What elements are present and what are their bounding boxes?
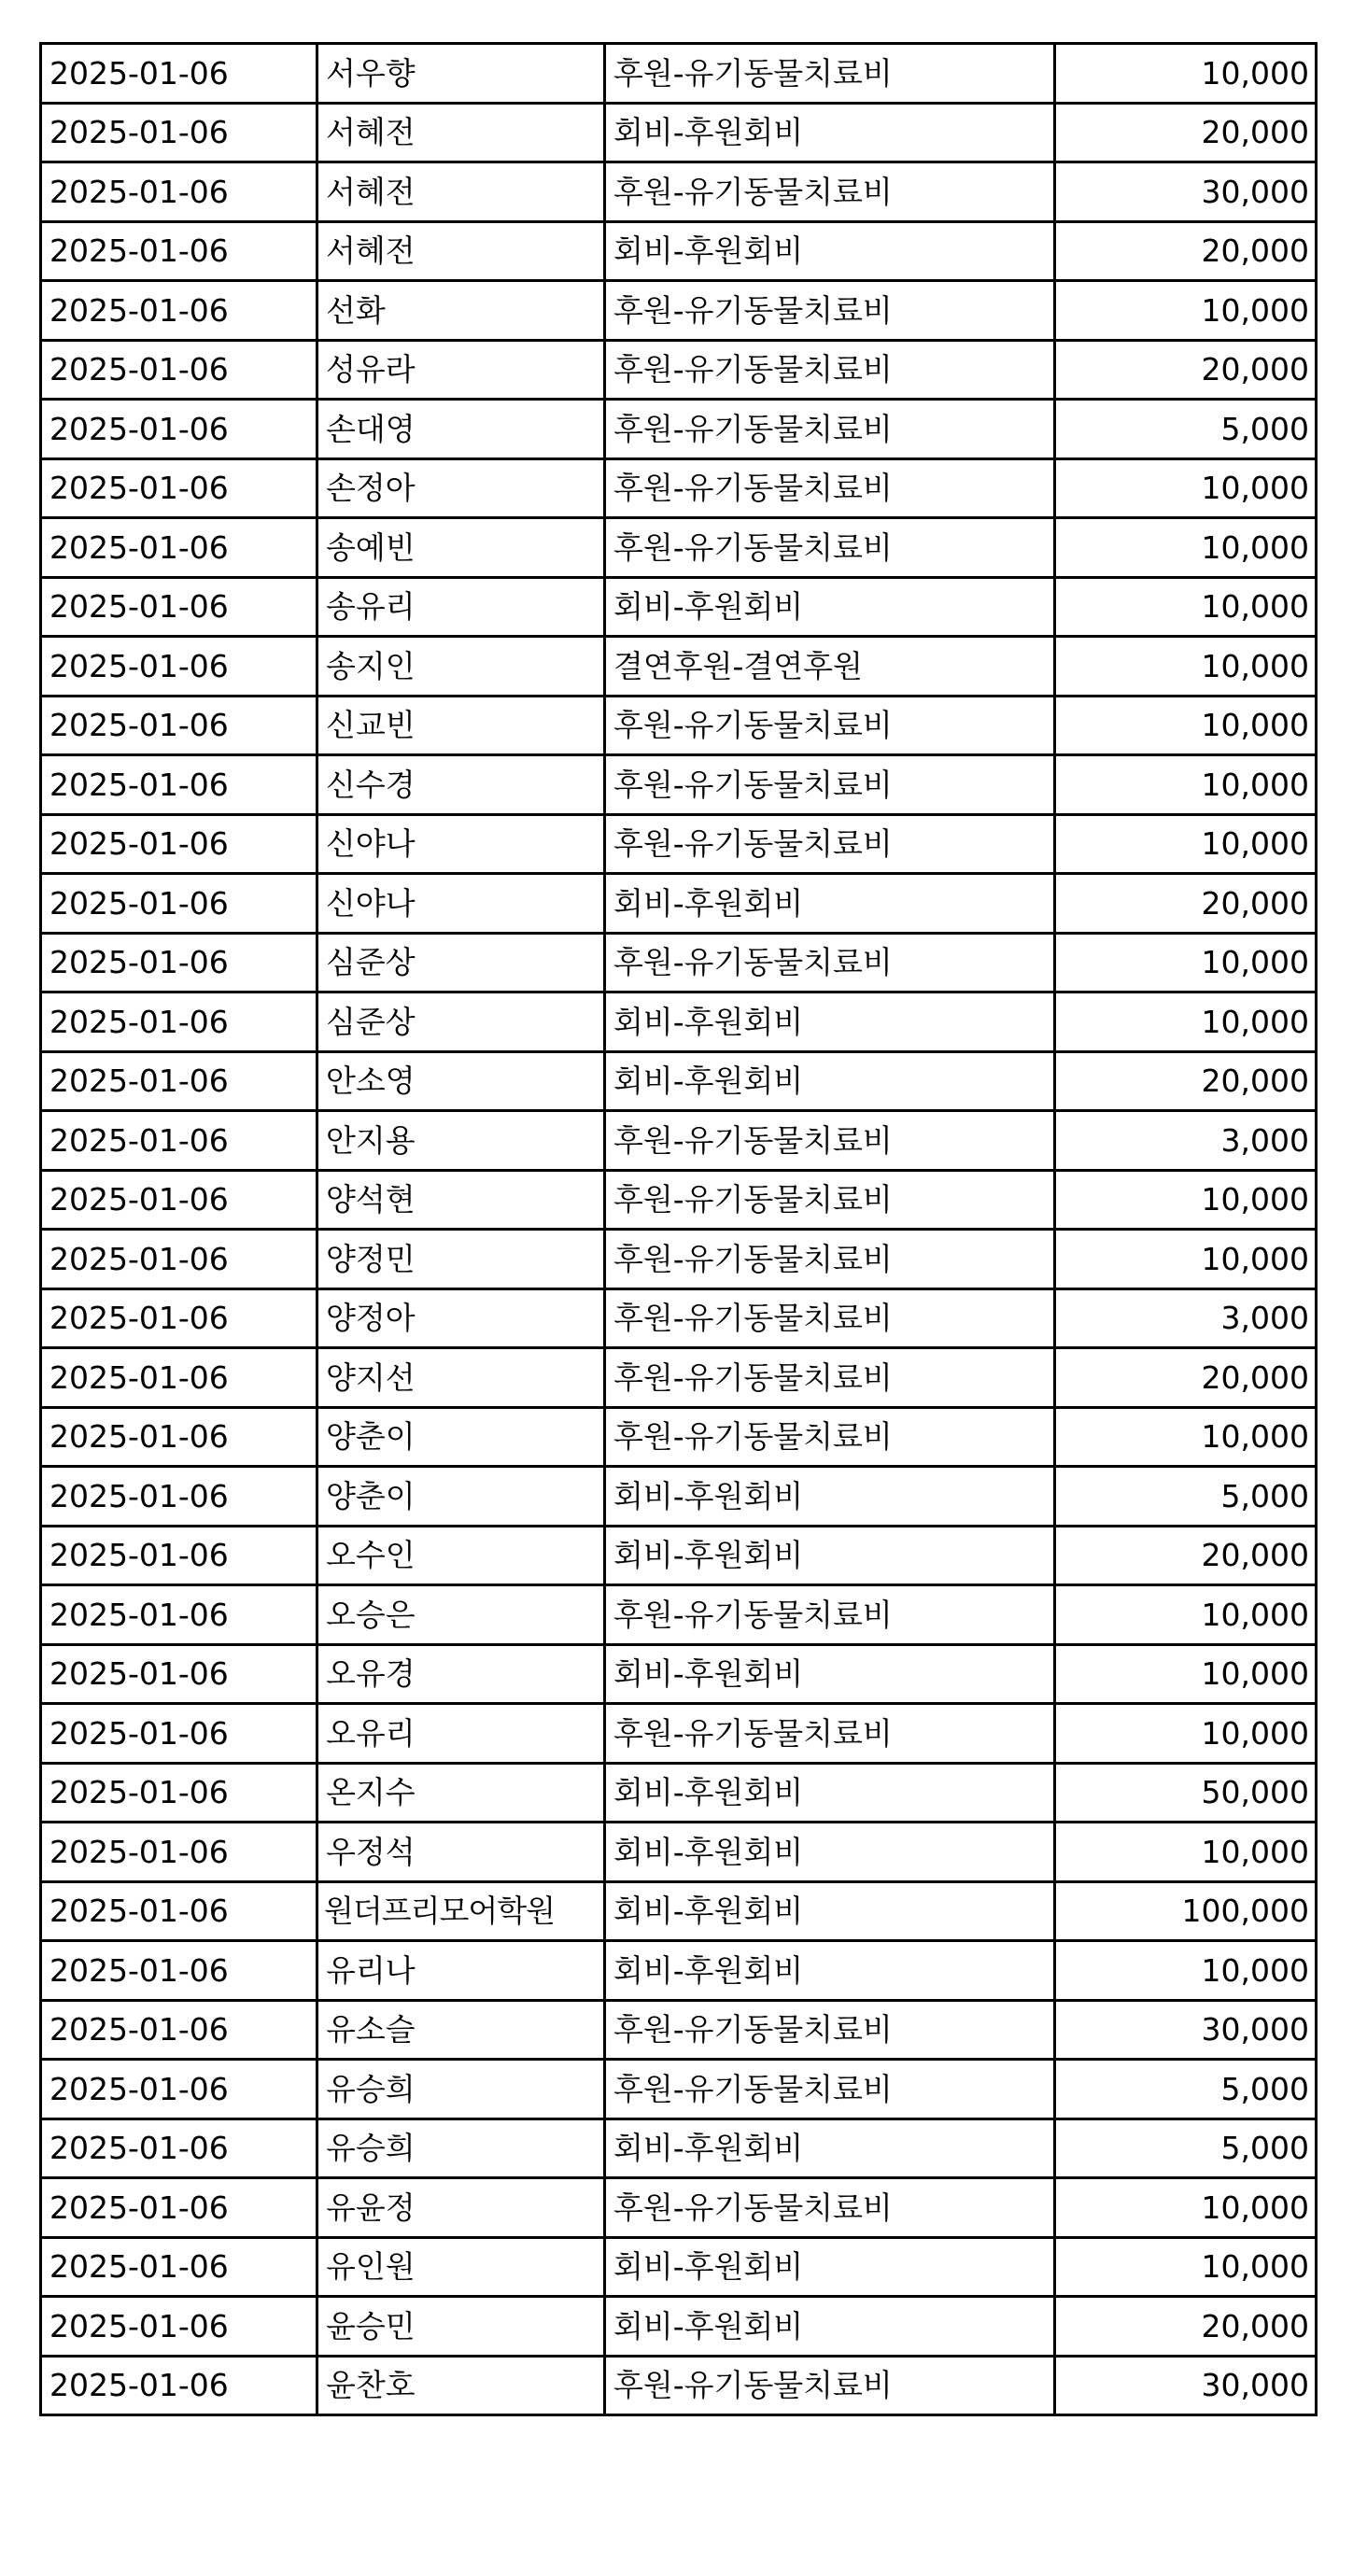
- donor-name-cell: 손정아: [317, 458, 605, 518]
- category-cell: 회비-후원회비: [605, 2119, 1055, 2178]
- amount-cell: 10,000: [1055, 637, 1317, 697]
- donor-name-cell: 서우향: [317, 44, 605, 104]
- amount-cell: 20,000: [1055, 1051, 1317, 1111]
- table-row: [41, 2000, 1317, 2060]
- table-row: [41, 1941, 1317, 2001]
- category-cell: 후원-유기동물치료비: [605, 1288, 1055, 1348]
- donor-name-cell: 유리나: [317, 1941, 605, 2001]
- date-cell: 2025-01-06: [41, 1348, 317, 1408]
- date-cell: 2025-01-06: [41, 2237, 317, 2297]
- donor-name-cell: 유윤정: [317, 2178, 605, 2238]
- amount-cell: 5,000: [1055, 2060, 1317, 2119]
- table-row: [41, 2178, 1317, 2238]
- amount-cell: 20,000: [1055, 221, 1317, 281]
- date-cell: 2025-01-06: [41, 458, 317, 518]
- category-cell: 후원-유기동물치료비: [605, 814, 1055, 874]
- table-row: [41, 44, 1317, 104]
- category-cell: 회비-후원회비: [605, 1763, 1055, 1823]
- amount-cell: 10,000: [1055, 1170, 1317, 1230]
- date-cell: 2025-01-06: [41, 1585, 317, 1645]
- amount-cell: 10,000: [1055, 1644, 1317, 1704]
- donor-name-cell: 유승희: [317, 2119, 605, 2178]
- category-cell: 회비-후원회비: [605, 577, 1055, 637]
- category-cell: 회비-후원회비: [605, 2237, 1055, 2297]
- donation-ledger-table: [39, 42, 1318, 2416]
- table-row: [41, 755, 1317, 815]
- category-cell: 후원-유기동물치료비: [605, 2178, 1055, 2238]
- table-row: [41, 2060, 1317, 2119]
- date-cell: 2025-01-06: [41, 2178, 317, 2238]
- category-cell: 후원-유기동물치료비: [605, 458, 1055, 518]
- date-cell: 2025-01-06: [41, 2297, 317, 2357]
- date-cell: 2025-01-06: [41, 696, 317, 755]
- category-cell: 후원-유기동물치료비: [605, 400, 1055, 459]
- table-row: [41, 518, 1317, 578]
- date-cell: 2025-01-06: [41, 1941, 317, 2001]
- amount-cell: 20,000: [1055, 1526, 1317, 1585]
- donor-name-cell: 서혜전: [317, 221, 605, 281]
- amount-cell: 5,000: [1055, 1467, 1317, 1527]
- date-cell: 2025-01-06: [41, 400, 317, 459]
- category-cell: 회비-후원회비: [605, 221, 1055, 281]
- category-cell: 후원-유기동물치료비: [605, 755, 1055, 815]
- amount-cell: 10,000: [1055, 1704, 1317, 1764]
- date-cell: 2025-01-06: [41, 221, 317, 281]
- table-row: [41, 1644, 1317, 1704]
- amount-cell: 100,000: [1055, 1881, 1317, 1941]
- category-cell: 회비-후원회비: [605, 874, 1055, 934]
- donor-name-cell: 신수경: [317, 755, 605, 815]
- category-cell: 회비-후원회비: [605, 992, 1055, 1052]
- date-cell: 2025-01-06: [41, 992, 317, 1052]
- date-cell: 2025-01-06: [41, 1763, 317, 1823]
- date-cell: 2025-01-06: [41, 518, 317, 578]
- date-cell: 2025-01-06: [41, 1881, 317, 1941]
- table-row: [41, 1051, 1317, 1111]
- amount-cell: 5,000: [1055, 2119, 1317, 2178]
- date-cell: 2025-01-06: [41, 2119, 317, 2178]
- amount-cell: 30,000: [1055, 2000, 1317, 2060]
- table-row: [41, 874, 1317, 934]
- category-cell: 후원-유기동물치료비: [605, 162, 1055, 222]
- amount-cell: 3,000: [1055, 1111, 1317, 1171]
- donor-name-cell: 양정민: [317, 1230, 605, 1289]
- ledger-body: [41, 44, 1317, 2415]
- table-row: [41, 637, 1317, 697]
- donor-name-cell: 성유라: [317, 340, 605, 400]
- date-cell: 2025-01-06: [41, 1288, 317, 1348]
- amount-cell: 20,000: [1055, 1348, 1317, 1408]
- donor-name-cell: 심준상: [317, 992, 605, 1052]
- table-row: [41, 2119, 1317, 2178]
- donor-name-cell: 안지용: [317, 1111, 605, 1171]
- amount-cell: 10,000: [1055, 933, 1317, 992]
- donor-name-cell: 신교빈: [317, 696, 605, 755]
- category-cell: 회비-후원회비: [605, 1051, 1055, 1111]
- amount-cell: 10,000: [1055, 2237, 1317, 2297]
- amount-cell: 10,000: [1055, 2178, 1317, 2238]
- donor-name-cell: 서혜전: [317, 162, 605, 222]
- category-cell: 후원-유기동물치료비: [605, 44, 1055, 104]
- table-row: [41, 1763, 1317, 1823]
- table-row: [41, 992, 1317, 1052]
- category-cell: 회비-후원회비: [605, 1526, 1055, 1585]
- category-cell: 회비-후원회비: [605, 2297, 1055, 2357]
- amount-cell: 10,000: [1055, 696, 1317, 755]
- category-cell: 후원-유기동물치료비: [605, 1230, 1055, 1289]
- category-cell: 후원-유기동물치료비: [605, 696, 1055, 755]
- date-cell: 2025-01-06: [41, 1526, 317, 1585]
- table-row: [41, 696, 1317, 755]
- category-cell: 후원-유기동물치료비: [605, 1348, 1055, 1408]
- table-row: [41, 1111, 1317, 1171]
- amount-cell: 10,000: [1055, 814, 1317, 874]
- donor-name-cell: 오유경: [317, 1644, 605, 1704]
- donor-name-cell: 양석현: [317, 1170, 605, 1230]
- date-cell: 2025-01-06: [41, 1230, 317, 1289]
- category-cell: 후원-유기동물치료비: [605, 1585, 1055, 1645]
- date-cell: 2025-01-06: [41, 814, 317, 874]
- date-cell: 2025-01-06: [41, 340, 317, 400]
- donor-name-cell: 윤찬호: [317, 2356, 605, 2415]
- amount-cell: 30,000: [1055, 2356, 1317, 2415]
- table-row: [41, 281, 1317, 341]
- category-cell: 회비-후원회비: [605, 1467, 1055, 1527]
- donor-name-cell: 우정석: [317, 1823, 605, 1882]
- table-row: [41, 1823, 1317, 1882]
- date-cell: 2025-01-06: [41, 755, 317, 815]
- table-row: [41, 103, 1317, 162]
- donor-name-cell: 오승은: [317, 1585, 605, 1645]
- donor-name-cell: 유인원: [317, 2237, 605, 2297]
- amount-cell: 20,000: [1055, 2297, 1317, 2357]
- donor-name-cell: 신야나: [317, 814, 605, 874]
- amount-cell: 10,000: [1055, 755, 1317, 815]
- amount-cell: 20,000: [1055, 874, 1317, 934]
- donor-name-cell: 온지수: [317, 1763, 605, 1823]
- category-cell: 후원-유기동물치료비: [605, 933, 1055, 992]
- donor-name-cell: 양춘이: [317, 1407, 605, 1467]
- category-cell: 후원-유기동물치료비: [605, 1704, 1055, 1764]
- table-row: [41, 1704, 1317, 1764]
- category-cell: 후원-유기동물치료비: [605, 1407, 1055, 1467]
- amount-cell: 10,000: [1055, 992, 1317, 1052]
- table-row: [41, 1230, 1317, 1289]
- amount-cell: 10,000: [1055, 577, 1317, 637]
- donor-name-cell: 송예빈: [317, 518, 605, 578]
- date-cell: 2025-01-06: [41, 103, 317, 162]
- category-cell: 후원-유기동물치료비: [605, 2356, 1055, 2415]
- table-row: [41, 1407, 1317, 1467]
- donor-name-cell: 오유리: [317, 1704, 605, 1764]
- date-cell: 2025-01-06: [41, 1170, 317, 1230]
- category-cell: 후원-유기동물치료비: [605, 1170, 1055, 1230]
- donor-name-cell: 원더프리모어학원: [317, 1881, 605, 1941]
- category-cell: 후원-유기동물치료비: [605, 2000, 1055, 2060]
- table-row: [41, 1467, 1317, 1527]
- amount-cell: 10,000: [1055, 458, 1317, 518]
- amount-cell: 3,000: [1055, 1288, 1317, 1348]
- table-row: [41, 2237, 1317, 2297]
- date-cell: 2025-01-06: [41, 577, 317, 637]
- amount-cell: 10,000: [1055, 281, 1317, 341]
- category-cell: 후원-유기동물치료비: [605, 2060, 1055, 2119]
- table-row: [41, 221, 1317, 281]
- category-cell: 후원-유기동물치료비: [605, 340, 1055, 400]
- date-cell: 2025-01-06: [41, 1644, 317, 1704]
- table-row: [41, 1526, 1317, 1585]
- table-row: [41, 1348, 1317, 1408]
- amount-cell: 10,000: [1055, 1823, 1317, 1882]
- category-cell: 결연후원-결연후원: [605, 637, 1055, 697]
- amount-cell: 10,000: [1055, 518, 1317, 578]
- table-row: [41, 1881, 1317, 1941]
- donor-name-cell: 송지인: [317, 637, 605, 697]
- table-row: [41, 340, 1317, 400]
- date-cell: 2025-01-06: [41, 933, 317, 992]
- donor-name-cell: 양춘이: [317, 1467, 605, 1527]
- date-cell: 2025-01-06: [41, 2060, 317, 2119]
- donor-name-cell: 유승희: [317, 2060, 605, 2119]
- category-cell: 회비-후원회비: [605, 1823, 1055, 1882]
- donor-name-cell: 송유리: [317, 577, 605, 637]
- table-row: [41, 814, 1317, 874]
- amount-cell: 20,000: [1055, 103, 1317, 162]
- date-cell: 2025-01-06: [41, 1823, 317, 1882]
- amount-cell: 10,000: [1055, 1407, 1317, 1467]
- date-cell: 2025-01-06: [41, 44, 317, 104]
- date-cell: 2025-01-06: [41, 1704, 317, 1764]
- category-cell: 후원-유기동물치료비: [605, 518, 1055, 578]
- date-cell: 2025-01-06: [41, 1111, 317, 1171]
- table-row: [41, 1288, 1317, 1348]
- category-cell: 회비-후원회비: [605, 1881, 1055, 1941]
- donor-name-cell: 윤승민: [317, 2297, 605, 2357]
- date-cell: 2025-01-06: [41, 162, 317, 222]
- date-cell: 2025-01-06: [41, 281, 317, 341]
- donor-name-cell: 유소슬: [317, 2000, 605, 2060]
- date-cell: 2025-01-06: [41, 1051, 317, 1111]
- table-row: [41, 400, 1317, 459]
- donor-name-cell: 신야나: [317, 874, 605, 934]
- date-cell: 2025-01-06: [41, 2356, 317, 2415]
- table-row: [41, 577, 1317, 637]
- table-row: [41, 1585, 1317, 1645]
- amount-cell: 5,000: [1055, 400, 1317, 459]
- category-cell: 회비-후원회비: [605, 103, 1055, 162]
- donor-name-cell: 손대영: [317, 400, 605, 459]
- date-cell: 2025-01-06: [41, 637, 317, 697]
- table-row: [41, 1170, 1317, 1230]
- date-cell: 2025-01-06: [41, 2000, 317, 2060]
- category-cell: 회비-후원회비: [605, 1941, 1055, 2001]
- table-row: [41, 458, 1317, 518]
- table-row: [41, 933, 1317, 992]
- donor-name-cell: 안소영: [317, 1051, 605, 1111]
- category-cell: 후원-유기동물치료비: [605, 1111, 1055, 1171]
- amount-cell: 10,000: [1055, 1230, 1317, 1289]
- category-cell: 후원-유기동물치료비: [605, 281, 1055, 341]
- amount-cell: 50,000: [1055, 1763, 1317, 1823]
- donor-name-cell: 양정아: [317, 1288, 605, 1348]
- table-row: [41, 2356, 1317, 2415]
- donor-name-cell: 양지선: [317, 1348, 605, 1408]
- amount-cell: 10,000: [1055, 44, 1317, 104]
- donor-name-cell: 선화: [317, 281, 605, 341]
- amount-cell: 10,000: [1055, 1941, 1317, 2001]
- date-cell: 2025-01-06: [41, 1407, 317, 1467]
- amount-cell: 10,000: [1055, 1585, 1317, 1645]
- category-cell: 회비-후원회비: [605, 1644, 1055, 1704]
- table-row: [41, 162, 1317, 222]
- donor-name-cell: 심준상: [317, 933, 605, 992]
- date-cell: 2025-01-06: [41, 874, 317, 934]
- donor-name-cell: 오수인: [317, 1526, 605, 1585]
- amount-cell: 30,000: [1055, 162, 1317, 222]
- table-row: [41, 2297, 1317, 2357]
- donor-name-cell: 서혜전: [317, 103, 605, 162]
- amount-cell: 20,000: [1055, 340, 1317, 400]
- date-cell: 2025-01-06: [41, 1467, 317, 1527]
